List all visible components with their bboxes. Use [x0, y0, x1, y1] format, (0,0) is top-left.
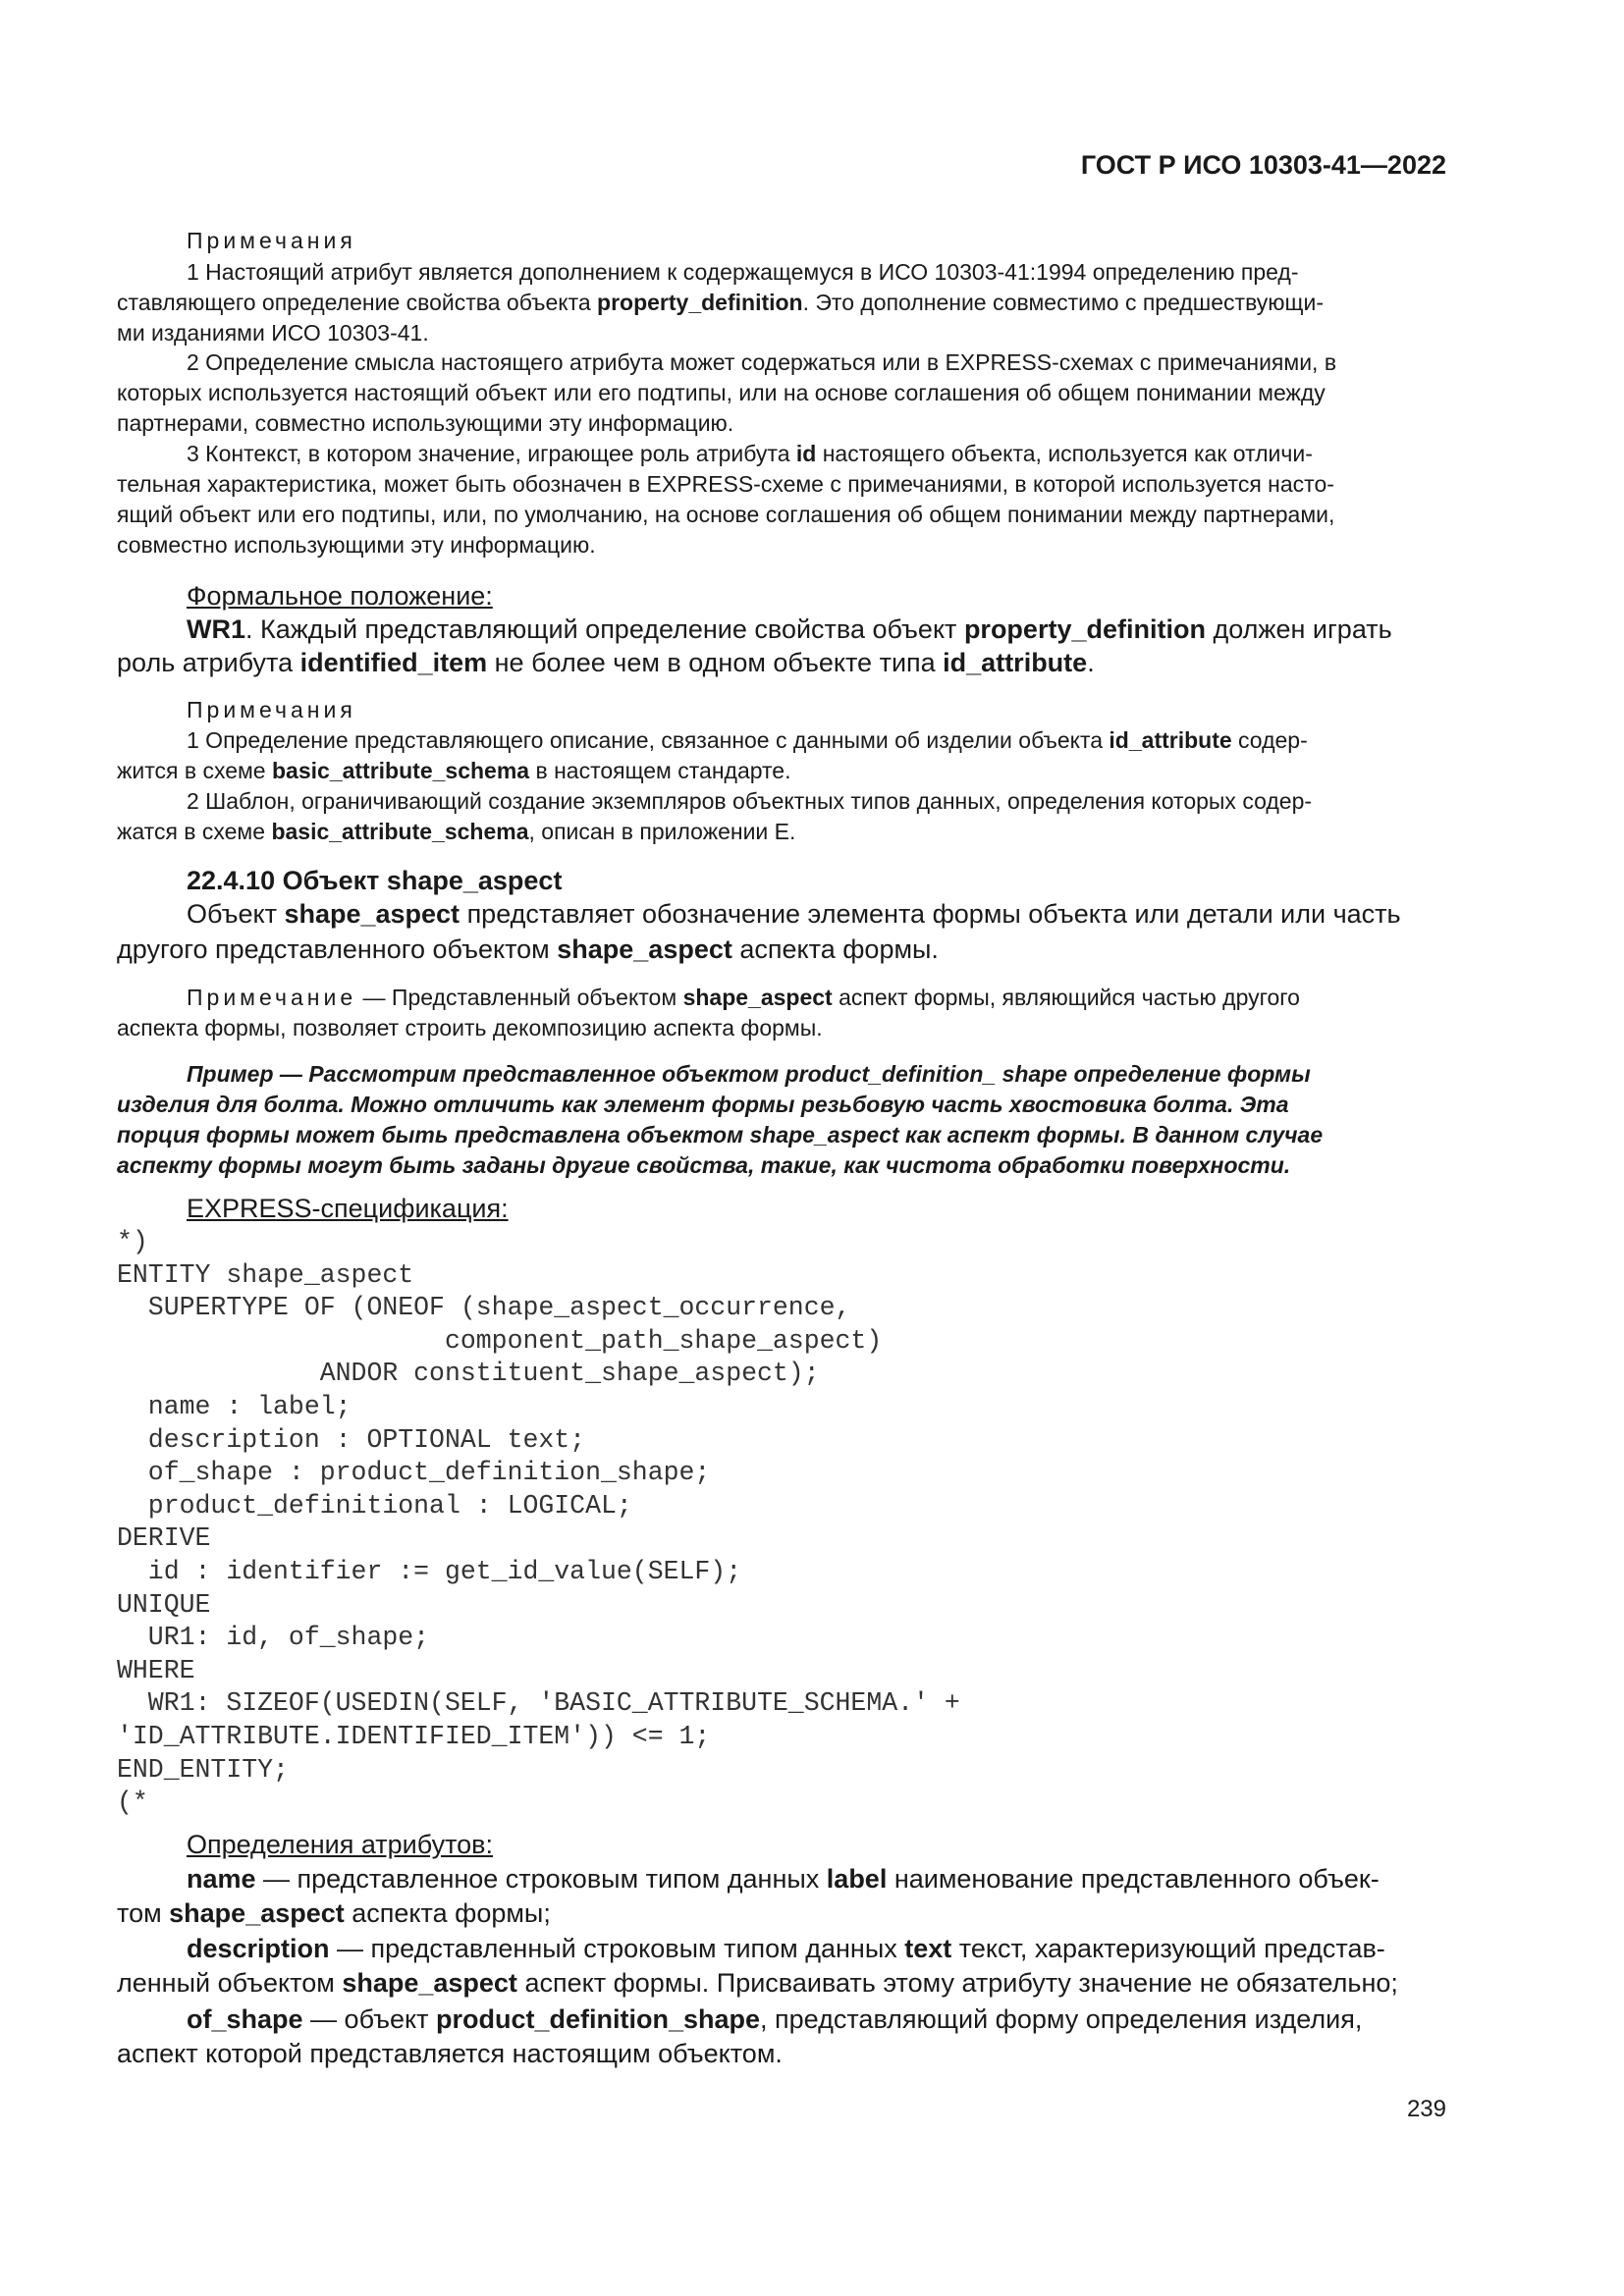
example-line-1: Пример — Рассмотрим представленное объектом product_definition_ shape определение формы	[187, 1061, 1311, 1087]
note-3-line-3: ящий объект или его подтипы, или, по умолчанию, на основе соглашения об общем понимании между партнерами,	[117, 502, 1335, 527]
note-1-line-2: жится в схеме basic_attribute_schema в настоящем стандарте.	[117, 758, 791, 783]
attribute-of-shape-line-2: аспект которой представляется настоящим объектом.	[117, 2039, 783, 2068]
note-line-1: Примечание — Представленный объектом shape_aspect аспект формы, являющийся частью другого	[187, 985, 1300, 1010]
attribute-description-line-2: ленный объектом shape_aspect аспект формы. Присваивать этому атрибуту значение не обязательно;	[117, 1968, 1398, 1998]
note-2-line-1: 2 Шаблон, ограничивающий создание экземпляров объектных типов данных, определения которых содер-	[187, 788, 1313, 814]
attribute-of-shape-line-1: of_shape — объект product_definition_shape, представляющий форму определения изделия,	[187, 2004, 1363, 2034]
example-line-4: аспекту формы могут быть заданы другие свойства, такие, как чистота обработки поверхности.	[117, 1152, 1291, 1178]
note-2-line-2: жатся в схеме basic_attribute_schema, описан в приложении Е.	[117, 819, 796, 844]
document-header: ГОСТ Р ИСО 10303-41—2022	[1080, 150, 1446, 180]
note-2-line-3: партнерами, совместно использующими эту информацию.	[117, 410, 734, 436]
attribute-name-line-1: name — представленное строковым типом данных label наименование представленного объек-	[187, 1864, 1380, 1894]
page-number: 239	[1406, 2096, 1446, 2122]
example-line-2: изделия для болта. Можно отличить как элемент формы резьбовую часть хвостовика болта. Эта	[117, 1092, 1289, 1117]
note-1-line-2: ставляющего определение свойства объекта property_definition. Это дополнение совместимо с предшествующи-	[117, 290, 1324, 315]
note-line-2: аспекта формы, позволяет строить декомпозицию аспекта формы.	[117, 1015, 823, 1041]
attribute-name-line-2: том shape_aspect аспекта формы;	[117, 1898, 551, 1928]
note-1-line-1: 1 Определение представляющего описание, связанное с данными об изделии объекта id_attribute содер-	[187, 727, 1308, 753]
section-paragraph-line-2: другого представленного объектом shape_aspect аспекта формы.	[117, 934, 939, 964]
example-line-3: порция формы может быть представлена объектом shape_aspect как аспект формы. В данном случае	[117, 1122, 1324, 1148]
note-3-line-2: тельная характеристика, может быть обозначен в EXPRESS-схеме с примечаниями, в которой используется насто-	[117, 471, 1334, 497]
section-title: 22.4.10 Объект shape_aspect	[187, 866, 563, 895]
note-1-line-3: ми изданиями ИСО 10303-41.	[117, 320, 429, 346]
formal-line-1: WR1. Каждый представляющий определение свойства объект property_definition должен играть	[187, 614, 1392, 644]
section-paragraph-line-1: Объект shape_aspect представляет обозначение элемента формы объекта или детали или часть	[187, 899, 1401, 929]
formal-line-2: роль атрибута identified_item не более чем в одном объекте типа id_attribute.	[117, 648, 1095, 677]
note-3-line-1: 3 Контекст, в котором значение, играющее роль атрибута id настоящего объекта, используется как отличи-	[187, 441, 1313, 466]
attributes-heading: Определения атрибутов:	[187, 1830, 494, 1859]
express-code-block: *) ENTITY shape_aspect SUPERTYPE OF (ONEOF (shape_aspect_occurrence, component_path_shape_aspect) ANDOR constituent_shape_aspect); name : label; description : OPTIONAL text; of_shape : product_definition_shape; product_definitional : LOGICAL; DERIVE id : identifier := get_id_value(SELF); UNIQUE UR1: id, of_shape; WHERE WR1: SIZEOF(USEDIN(SELF, 'BASIC_ATTRIBUTE_SCHEMA.' + 'ID_ATTRIBUTE.IDENTIFIED_ITEM')) <= 1; END_ENTITY; (*	[117, 1227, 960, 1818]
notes-label: Примечания	[187, 697, 356, 722]
attribute-description-line-1: description — представленный строковым типом данных text текст, характеризующий представ-	[187, 1934, 1385, 1963]
note-2-line-2: которых используется настоящий объект или его подтипы, или на основе соглашения об общем понимании между	[117, 380, 1326, 405]
note-2-line-1: 2 Определение смысла настоящего атрибута может содержаться или в EXPRESS-схемах с примечаниями, в	[187, 349, 1337, 375]
note-3-line-4: совместно использующими эту информацию.	[117, 532, 596, 558]
express-heading: EXPRESS-спецификация:	[187, 1194, 509, 1223]
formal-heading: Формальное положение:	[187, 581, 493, 611]
notes-label: Примечания	[187, 228, 356, 253]
note-1-line-1: 1 Настоящий атрибут является дополнением к содержащемуся в ИСО 10303-41:1994 определению пред-	[187, 259, 1299, 285]
